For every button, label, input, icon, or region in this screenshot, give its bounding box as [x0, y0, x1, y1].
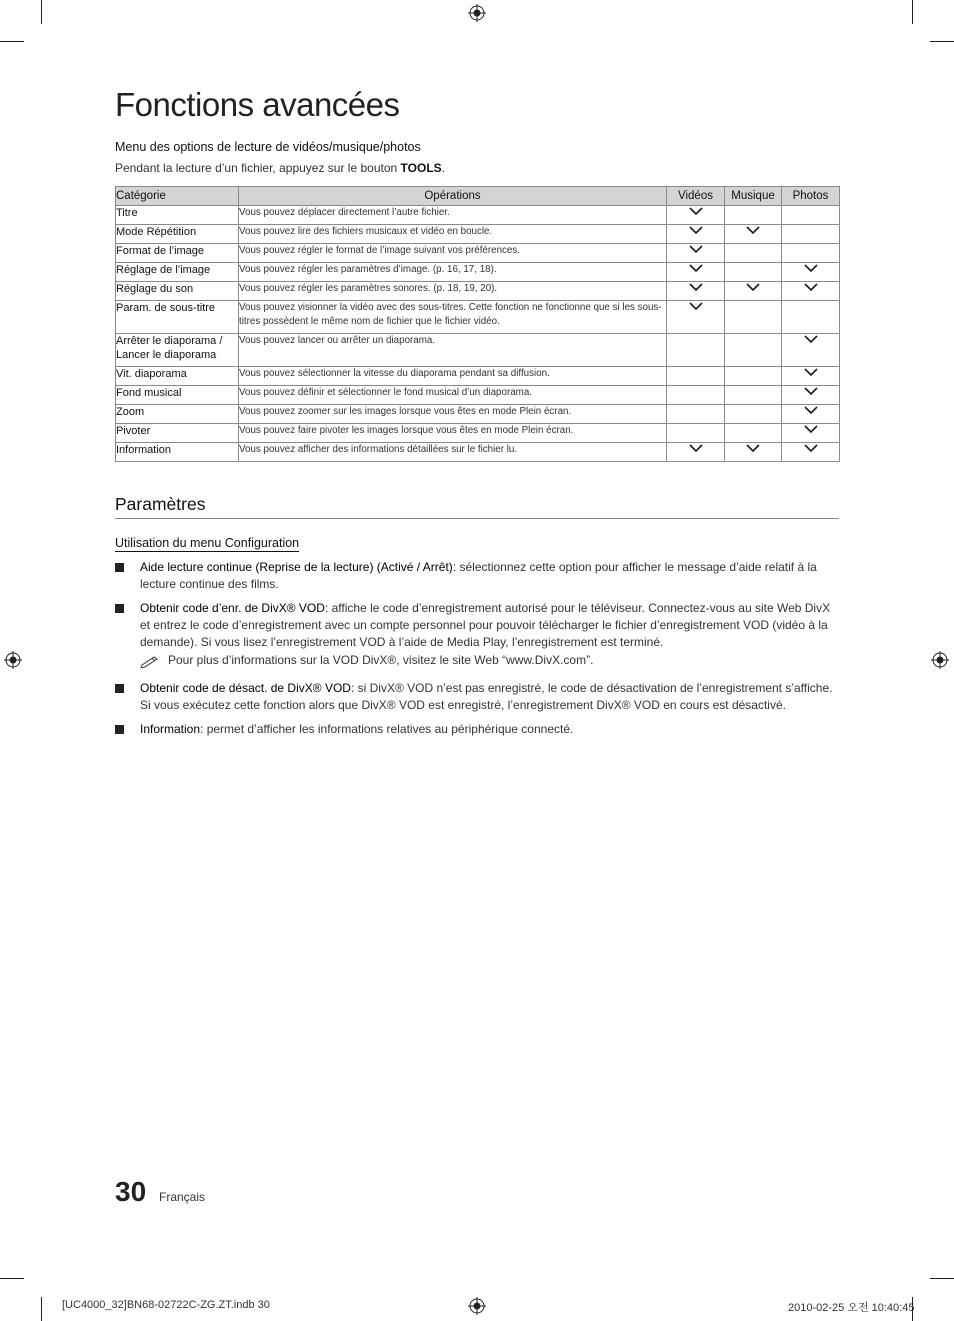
check-icon [803, 405, 819, 415]
table-row [116, 263, 840, 282]
operation-cell: Vous pouvez régler les paramètres sonores. (p. 18, 19, 20). [239, 282, 667, 301]
crop-mark [0, 41, 24, 42]
table-row [116, 244, 840, 263]
photos-cell [782, 263, 840, 282]
operation-cell: Vous pouvez sélectionner la vitesse du diaporama pendant sa diffusion. [239, 367, 667, 386]
list-item [115, 680, 839, 714]
musique-cell [725, 405, 782, 424]
bullet-term: Obtenir code d’enr. de DivX® VOD [140, 601, 325, 615]
operation-cell: Vous pouvez lancer ou arrêter un diaporama. [239, 334, 667, 367]
category-cell: Titre [116, 206, 239, 225]
check-icon [688, 263, 704, 273]
videos-cell [667, 282, 725, 301]
photos-cell [782, 334, 840, 367]
videos-cell [667, 301, 725, 334]
crop-mark [0, 1278, 24, 1279]
table-body [116, 206, 840, 462]
registration-mark-icon [931, 651, 949, 669]
videos-cell [667, 206, 725, 225]
bullet-term: Obtenir code de désact. de DivX® VOD [140, 681, 351, 695]
intro-suffix: . [441, 161, 445, 175]
check-icon [688, 282, 704, 292]
registration-mark-icon [468, 1297, 486, 1315]
operation-cell: Vous pouvez visionner la vidéo avec des sous-titres. Cette fonction ne fonctionne que si les sous-titres possèdent le même nom de fichier que le fichier vidéo. [239, 301, 667, 334]
table-heading: Menu des options de lecture de vidéos/musique/photos [115, 140, 421, 154]
category-cell: Fond musical [116, 386, 239, 405]
check-icon [803, 282, 819, 292]
list-item [115, 721, 839, 738]
tools-key: TOOLS [400, 161, 442, 175]
file-info: [UC4000_32]BN68-02722C-ZG.ZT.indb 30 [62, 1299, 270, 1311]
note [140, 653, 593, 668]
photos-cell [782, 225, 840, 244]
pencil-note-icon [140, 654, 160, 668]
registration-mark-icon [4, 651, 22, 669]
category-cell: Format de l’image [116, 244, 239, 263]
table-row [116, 282, 840, 301]
submenu-title: Utilisation du menu Configuration [115, 536, 300, 550]
bullet-term: Information [140, 722, 201, 736]
operation-cell: Vous pouvez afficher des informations détaillées sur le fichier lu. [239, 443, 667, 462]
check-icon [688, 244, 704, 254]
photos-cell [782, 301, 840, 334]
musique-cell [725, 367, 782, 386]
check-icon [688, 301, 704, 311]
page-title: Fonctions avancées [115, 86, 400, 123]
table-header-row [116, 187, 840, 206]
page-language: Français [159, 1190, 206, 1204]
intro-text [115, 161, 445, 175]
bullet-text: : permet d’afficher les informations relatives au périphérique connecté. [200, 722, 574, 736]
bullet-square-icon [115, 604, 124, 613]
list-item [115, 559, 839, 593]
videos-cell [667, 367, 725, 386]
musique-cell [725, 225, 782, 244]
column-header-operations: Opérations [239, 187, 667, 206]
operation-cell: Vous pouvez déplacer directement l’autre fichier. [239, 206, 667, 225]
photos-cell [782, 443, 840, 462]
musique-cell [725, 206, 782, 225]
column-header-photos: Photos [782, 187, 840, 206]
crop-mark [41, 0, 42, 24]
column-header-musique: Musique [725, 187, 782, 206]
check-icon [688, 225, 704, 235]
check-icon [688, 206, 704, 216]
table-row [116, 367, 840, 386]
table-row [116, 405, 840, 424]
crop-mark [41, 1297, 42, 1321]
check-icon [688, 443, 704, 453]
videos-cell [667, 405, 725, 424]
options-table [115, 186, 840, 462]
table-row [116, 386, 840, 405]
check-icon [803, 424, 819, 434]
videos-cell [667, 225, 725, 244]
musique-cell [725, 443, 782, 462]
check-icon [745, 282, 761, 292]
category-cell: Réglage du son [116, 282, 239, 301]
category-cell: Pivoter [116, 424, 239, 443]
photos-cell [782, 405, 840, 424]
column-header-category: Catégorie [116, 187, 239, 206]
musique-cell [725, 334, 782, 367]
videos-cell [667, 424, 725, 443]
category-cell: Zoom [116, 405, 239, 424]
crop-mark [912, 0, 913, 24]
bullet-square-icon [115, 725, 124, 734]
musique-cell [725, 244, 782, 263]
note-text: Pour plus d’informations sur la VOD DivX®, visitez le site Web “www.DivX.com”. [168, 653, 594, 667]
operation-cell: Vous pouvez régler le format de l’image suivant vos préférences. [239, 244, 667, 263]
category-cell: Réglage de l’image [116, 263, 239, 282]
table-row [116, 424, 840, 443]
table-row [116, 443, 840, 462]
check-icon [745, 443, 761, 453]
crop-mark [930, 1278, 954, 1279]
check-icon [745, 225, 761, 235]
photos-cell [782, 367, 840, 386]
photos-cell [782, 386, 840, 405]
operation-cell: Vous pouvez définir et sélectionner le fond musical d’un diaporama. [239, 386, 667, 405]
videos-cell [667, 334, 725, 367]
section-title: Paramètres [115, 494, 839, 519]
list-item [115, 600, 839, 651]
registration-mark-icon [468, 4, 486, 22]
videos-cell [667, 244, 725, 263]
check-icon [803, 386, 819, 396]
check-icon [803, 367, 819, 377]
operation-cell: Vous pouvez zoomer sur les images lorsque vous êtes en mode Plein écran. [239, 405, 667, 424]
bullet-text: : sélectionnez cette option pour afficher le message d’aide relatif à la lecture continue des films. [140, 560, 817, 591]
bullet-square-icon [115, 563, 124, 572]
category-cell: Information [116, 443, 239, 462]
videos-cell [667, 386, 725, 405]
operation-cell: Vous pouvez faire pivoter les images lorsque vous êtes en mode Plein écran. [239, 424, 667, 443]
table-row [116, 225, 840, 244]
videos-cell [667, 443, 725, 462]
videos-cell [667, 263, 725, 282]
category-cell: Vit. diaporama [116, 367, 239, 386]
table-row [116, 334, 840, 367]
musique-cell [725, 424, 782, 443]
musique-cell [725, 386, 782, 405]
photos-cell [782, 206, 840, 225]
musique-cell [725, 263, 782, 282]
photos-cell [782, 282, 840, 301]
print-timestamp: 2010-02-25 오전 10:40:45 [788, 1302, 915, 1314]
bullet-term: Aide lecture continue (Reprise de la lecture) (Activé / Arrêt) [140, 560, 453, 574]
category-cell: Mode Répétition [116, 225, 239, 244]
column-header-videos: Vidéos [667, 187, 725, 206]
table-row [116, 301, 840, 334]
category-cell: Arrêter le diaporama / Lancer le diaporama [116, 334, 239, 367]
check-icon [803, 443, 819, 453]
bullet-text: : si DivX® VOD n’est pas enregistré, le code de désactivation de l’enregistrement s’affiche. Si vous exécutez cette fonction alors que DivX® VOD est enregistré, l’enregistrement DivX® VOD en cours est désactivé. [140, 681, 833, 712]
operation-cell: Vous pouvez lire des fichiers musicaux et vidéo en boucle. [239, 225, 667, 244]
photos-cell [782, 424, 840, 443]
musique-cell [725, 282, 782, 301]
check-icon [803, 263, 819, 273]
page-number: 30 [115, 1176, 147, 1207]
intro-prefix: Pendant la lecture d’un fichier, appuyez sur le bouton [115, 161, 401, 175]
musique-cell [725, 301, 782, 334]
photos-cell [782, 244, 840, 263]
operation-cell: Vous pouvez régler les paramètres d’image. (p. 16, 17, 18). [239, 263, 667, 282]
category-cell: Param. de sous-titre [116, 301, 239, 334]
crop-mark [930, 41, 954, 42]
check-icon [803, 334, 819, 344]
table-row [116, 206, 840, 225]
bullet-square-icon [115, 684, 124, 693]
bullet-text: : affiche le code d’enregistrement autorisé pour le téléviseur. Connectez-vous au site Web DivX et entrez le code d’enregistrement avec un compte personnel pour pouvoir télécharger le fichier d’enregistrement VOD (vidéo à la demande). Si vous lisez l’enregistrement VOD à l’aide de Media Play, l’enregistrement est terminé. [140, 601, 831, 649]
